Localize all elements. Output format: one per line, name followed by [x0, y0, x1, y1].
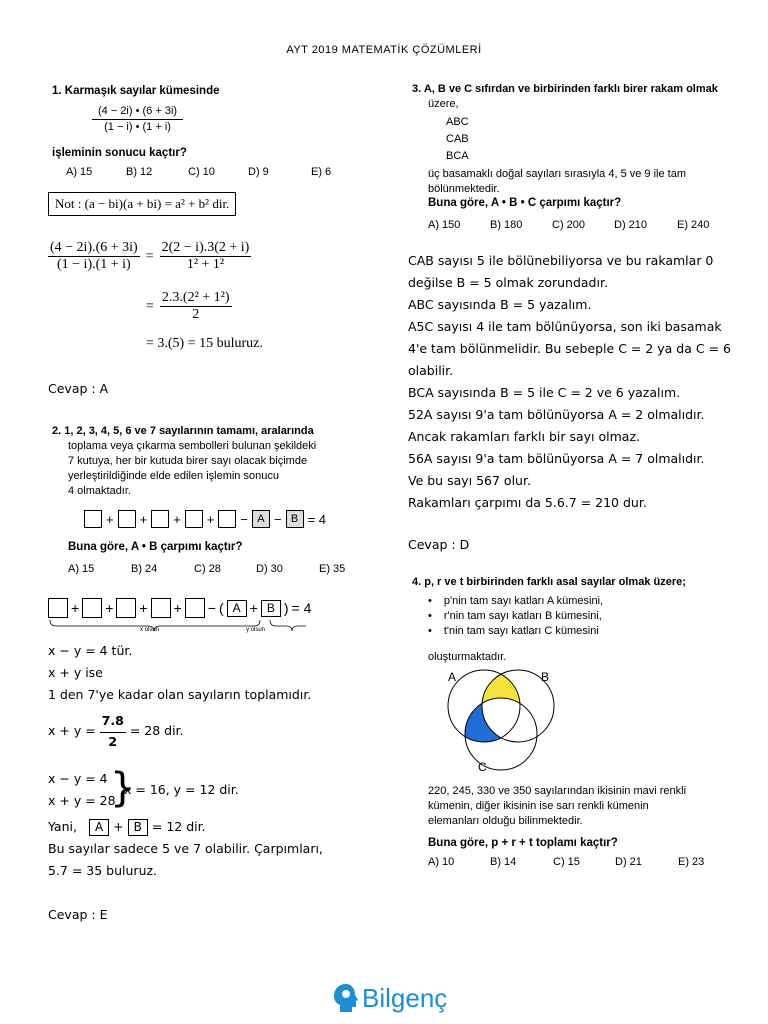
q2-line: 4 olmaktadır. — [68, 485, 131, 497]
q2-sum — [48, 710, 184, 751]
q3-sol-line: ABC sayısında B = 5 yazalım. — [408, 297, 592, 312]
q3-option-c: C) 200 — [552, 219, 586, 231]
q2-sum-prefix: x + y = — [48, 722, 96, 738]
q2-question: Buna göre, A • B çarpımı kaçtır? — [68, 541, 243, 553]
empty-box — [82, 598, 102, 618]
q3-line: bölünmektedir. — [428, 183, 500, 195]
q4-option-b: B) 14 — [490, 856, 517, 868]
q3-sol-line: 4'e tam bölünmelidir. Bu sebeple C = 2 ya da C = 6 — [408, 341, 731, 356]
q2-sys-result: x = 16, y = 12 dir. — [124, 782, 239, 797]
box-b: B — [128, 819, 148, 836]
q1-step1-lhs-num: (4 − 2i).(6 + 3i) — [50, 240, 138, 255]
q2-option-c: C) 28 — [194, 563, 221, 575]
q2-sum-num: 7.8 — [100, 710, 126, 733]
q3-sol-line: CAB sayısı 5 ile bölünebiliyorsa ve bu rakamlar 0 — [408, 253, 714, 268]
logo-head-icon — [332, 982, 360, 1014]
q2-sol-result: = 4 — [291, 600, 312, 616]
q2-curly-brace: } — [110, 765, 136, 811]
y-label: y olsun — [246, 627, 266, 633]
q1-question: işleminin sonucu kaçtır? — [52, 147, 187, 159]
q3-solution — [408, 250, 731, 514]
q3-option-e: E) 240 — [677, 219, 710, 231]
q1-expression — [92, 104, 183, 135]
y-brace — [270, 620, 306, 631]
q4-tail: oluşturmaktadır. — [428, 651, 507, 663]
q2-line: 2. 1, 2, 3, 4, 5, 6 ve 7 sayılarının tamamı, aralarında — [52, 425, 314, 437]
q3-sol-line: Ancak rakamları farklı bir sayı olmaz. — [408, 429, 640, 444]
q4-option-a: A) 10 — [428, 856, 455, 868]
q2-sol-line: x + y ise — [48, 665, 103, 680]
empty-box — [151, 598, 171, 618]
q4-options — [428, 856, 718, 868]
q3-sol-line: değilse B = 5 olmak zorundadır. — [408, 275, 608, 290]
box-a: A — [89, 819, 109, 836]
q4-text — [428, 784, 686, 829]
q3-option-b: B) 180 — [490, 219, 523, 231]
q3-sol-line: A5C sayısı 4 ile tam bölünüyorsa, son iki basamak — [408, 319, 722, 334]
q4-bullet: • r'nin tam sayı katları B kümesini, — [428, 609, 603, 624]
q4-option-d: D) 21 — [615, 856, 642, 868]
q4-option-e: E) 23 — [678, 856, 705, 868]
q4-question: Buna göre, p + r + t toplamı kaçtır? — [428, 837, 618, 849]
box-b: B — [261, 600, 281, 617]
q1-note: Not : (a − bi)(a + bi) = a² + b² dir. — [48, 192, 236, 216]
venn-label-c: C — [478, 760, 487, 774]
q4-line: 220, 245, 330 ve 350 sayılarından ikisinin mavi renkli — [428, 785, 687, 797]
q4-bullet: • t'nin tam sayı katları C kümesini — [428, 624, 603, 639]
q1-answer: Cevap : A — [48, 381, 109, 396]
box-a: A — [227, 600, 247, 617]
q2-yani-prefix: Yani, — [48, 819, 77, 834]
q1-step1-lhs-den: (1 − i).(1 + i) — [57, 257, 131, 272]
q3-items — [446, 114, 718, 165]
q2-option-b: B) 24 — [131, 563, 158, 575]
q2-option-d: D) 30 — [256, 563, 283, 575]
q2-option-a: A) 15 — [68, 563, 95, 575]
q1-heading: 1. Karmaşık sayılar kümesinde — [52, 85, 220, 97]
q2-text — [52, 424, 316, 499]
q4-bullets — [428, 594, 603, 639]
bilgenc-logo — [332, 982, 447, 1014]
empty-box — [151, 510, 169, 528]
q3-line: 3. A, B ve C sıfırdan ve birbirinden farklı birer rakam olmak — [412, 83, 718, 95]
q1-options — [66, 166, 351, 178]
q2-brace-lines — [48, 618, 308, 634]
q3-answer: Cevap : D — [408, 537, 470, 552]
q2-line-b: 5.7 = 35 buluruz. — [48, 863, 158, 878]
q3-sol-line: olabilir. — [408, 363, 454, 378]
q3-sol-line: Ve bu sayı 567 olur. — [408, 473, 531, 488]
q3-options — [428, 219, 717, 231]
q2-sol-expression: + + + + − ( A + B ) = 4 — [48, 598, 311, 618]
logo-text: Bilgenç — [362, 982, 448, 1013]
box-b: B — [286, 510, 304, 528]
q1-option-a: A) 15 — [66, 166, 93, 178]
q4-line: kümenin, diğer ikisinin ise sarı renkli kümenin — [428, 800, 649, 812]
q2-answer: Cevap : E — [48, 907, 108, 922]
q1-step1-rhs-num: 2(2 − i).3(2 + i) — [161, 240, 250, 255]
q2-options — [68, 563, 359, 575]
q2-sum-den: 2 — [108, 734, 118, 749]
q3-line: üzere, — [428, 98, 459, 110]
q1-option-e: E) 6 — [311, 166, 332, 178]
empty-box — [185, 598, 205, 618]
q2-line: toplama veya çıkarma sembolleri bulunan şekildeki — [68, 440, 317, 452]
q2-sys-line: x − y = 4 — [48, 771, 108, 786]
q2-option-e: E) 35 — [319, 563, 346, 575]
box-a: A — [252, 510, 270, 528]
q4-line: elemanları olduğu bilinmektedir. — [428, 815, 583, 827]
q3-item: CAB — [446, 133, 469, 145]
q3-sol-line: BCA sayısında B = 5 ile C = 2 ve 6 yazalım. — [408, 385, 681, 400]
q2-sum-suffix: = 28 dir. — [129, 722, 184, 738]
q1-step2-den: 2 — [192, 307, 200, 322]
empty-box — [84, 510, 102, 528]
q2-line-a: Bu sayılar sadece 5 ve 7 olabilir. Çarpımları, — [48, 841, 323, 856]
q1-expr-numerator: (4 − 2i) • (6 + 3i) — [92, 104, 183, 120]
q2-box-expression: + + + + − A − B = 4 — [84, 510, 326, 528]
q4-heading: 4. p, r ve t birbirinden farklı asal sayılar olmak üzere; — [412, 576, 686, 588]
q3-sol-line: Rakamları çarpımı da 5.6.7 = 210 dur. — [408, 495, 647, 510]
q1-option-b: B) 12 — [126, 166, 153, 178]
x-label: x olsun — [140, 627, 160, 633]
q2-sys-line: x + y = 28 — [48, 793, 116, 808]
q2-system — [48, 768, 116, 812]
empty-box — [218, 510, 236, 528]
empty-box — [48, 598, 68, 618]
q3-option-d: D) 210 — [614, 219, 648, 231]
q2-line: yerleştirildiğinde elde edilen işlemin sonucu — [68, 470, 279, 482]
q3-question: Buna göre, A • B • C çarpımı kaçtır? — [428, 197, 622, 209]
empty-box — [116, 598, 136, 618]
empty-box — [185, 510, 203, 528]
q2-yani: Yani, A + B = 12 dir. — [48, 816, 206, 838]
q1-option-d: D) 9 — [248, 166, 269, 178]
q2-line: 7 kutuya, her bir kutuda birer sayı olacak biçimde — [68, 455, 308, 467]
q2-yani-suffix: = 12 dir. — [151, 819, 206, 834]
empty-box — [118, 510, 136, 528]
q1-step3: = 3.(5) = 15 buluruz. — [146, 336, 263, 351]
q1-expr-denominator: (1 − i) • (1 + i) — [104, 121, 171, 133]
q3-sol-line: 52A sayısı 9'a tam bölünüyorsa A = 2 olmalıdır. — [408, 407, 705, 422]
q2-result: = 4 — [307, 511, 326, 527]
q4-option-c: C) 15 — [553, 856, 580, 868]
q3-item: BCA — [446, 150, 469, 162]
venn-label-a: A — [448, 670, 457, 684]
q4-bullet: • p'nin tam sayı katları A kümesini, — [428, 594, 603, 609]
page-title: AYT 2019 MATEMATİK ÇÖZÜMLERİ — [286, 44, 482, 56]
venn-label-b: B — [541, 670, 550, 684]
q3-line: üç basamaklı doğal sayıları sırasıyla 4, 5 ve 9 ile tam — [428, 168, 687, 180]
q2-sol-line: 1 den 7'ye kadar olan sayıların toplamıdır. — [48, 687, 312, 702]
q2-solution — [48, 640, 311, 706]
q1-step1-rhs-den: 1² + 1² — [186, 257, 225, 272]
q1-step1: $\frac{(4 - 2i).(6 + 3i)}{(1 - i).(1 + i)}$ = $\frac{2(2 - i).3(2 + i)}{\text{1² + 1²}}$ — [50, 240, 250, 272]
q3-text — [412, 82, 718, 197]
q3-item: ABC — [446, 116, 469, 128]
q3-option-a: A) 150 — [428, 219, 461, 231]
q3-sol-line: 56A sayısı 9'a tam bölünüyorsa A = 7 olmalıdır. — [408, 451, 705, 466]
q1-option-c: C) 10 — [188, 166, 215, 178]
q1-step2-num: 2.3.(2² + 1²) — [161, 290, 230, 305]
q2-sol-line: x − y = 4 tür. — [48, 643, 133, 658]
q1-step2: = $\frac{\text{2.3.(2² + 1²)}}{2}$ — [146, 290, 230, 322]
